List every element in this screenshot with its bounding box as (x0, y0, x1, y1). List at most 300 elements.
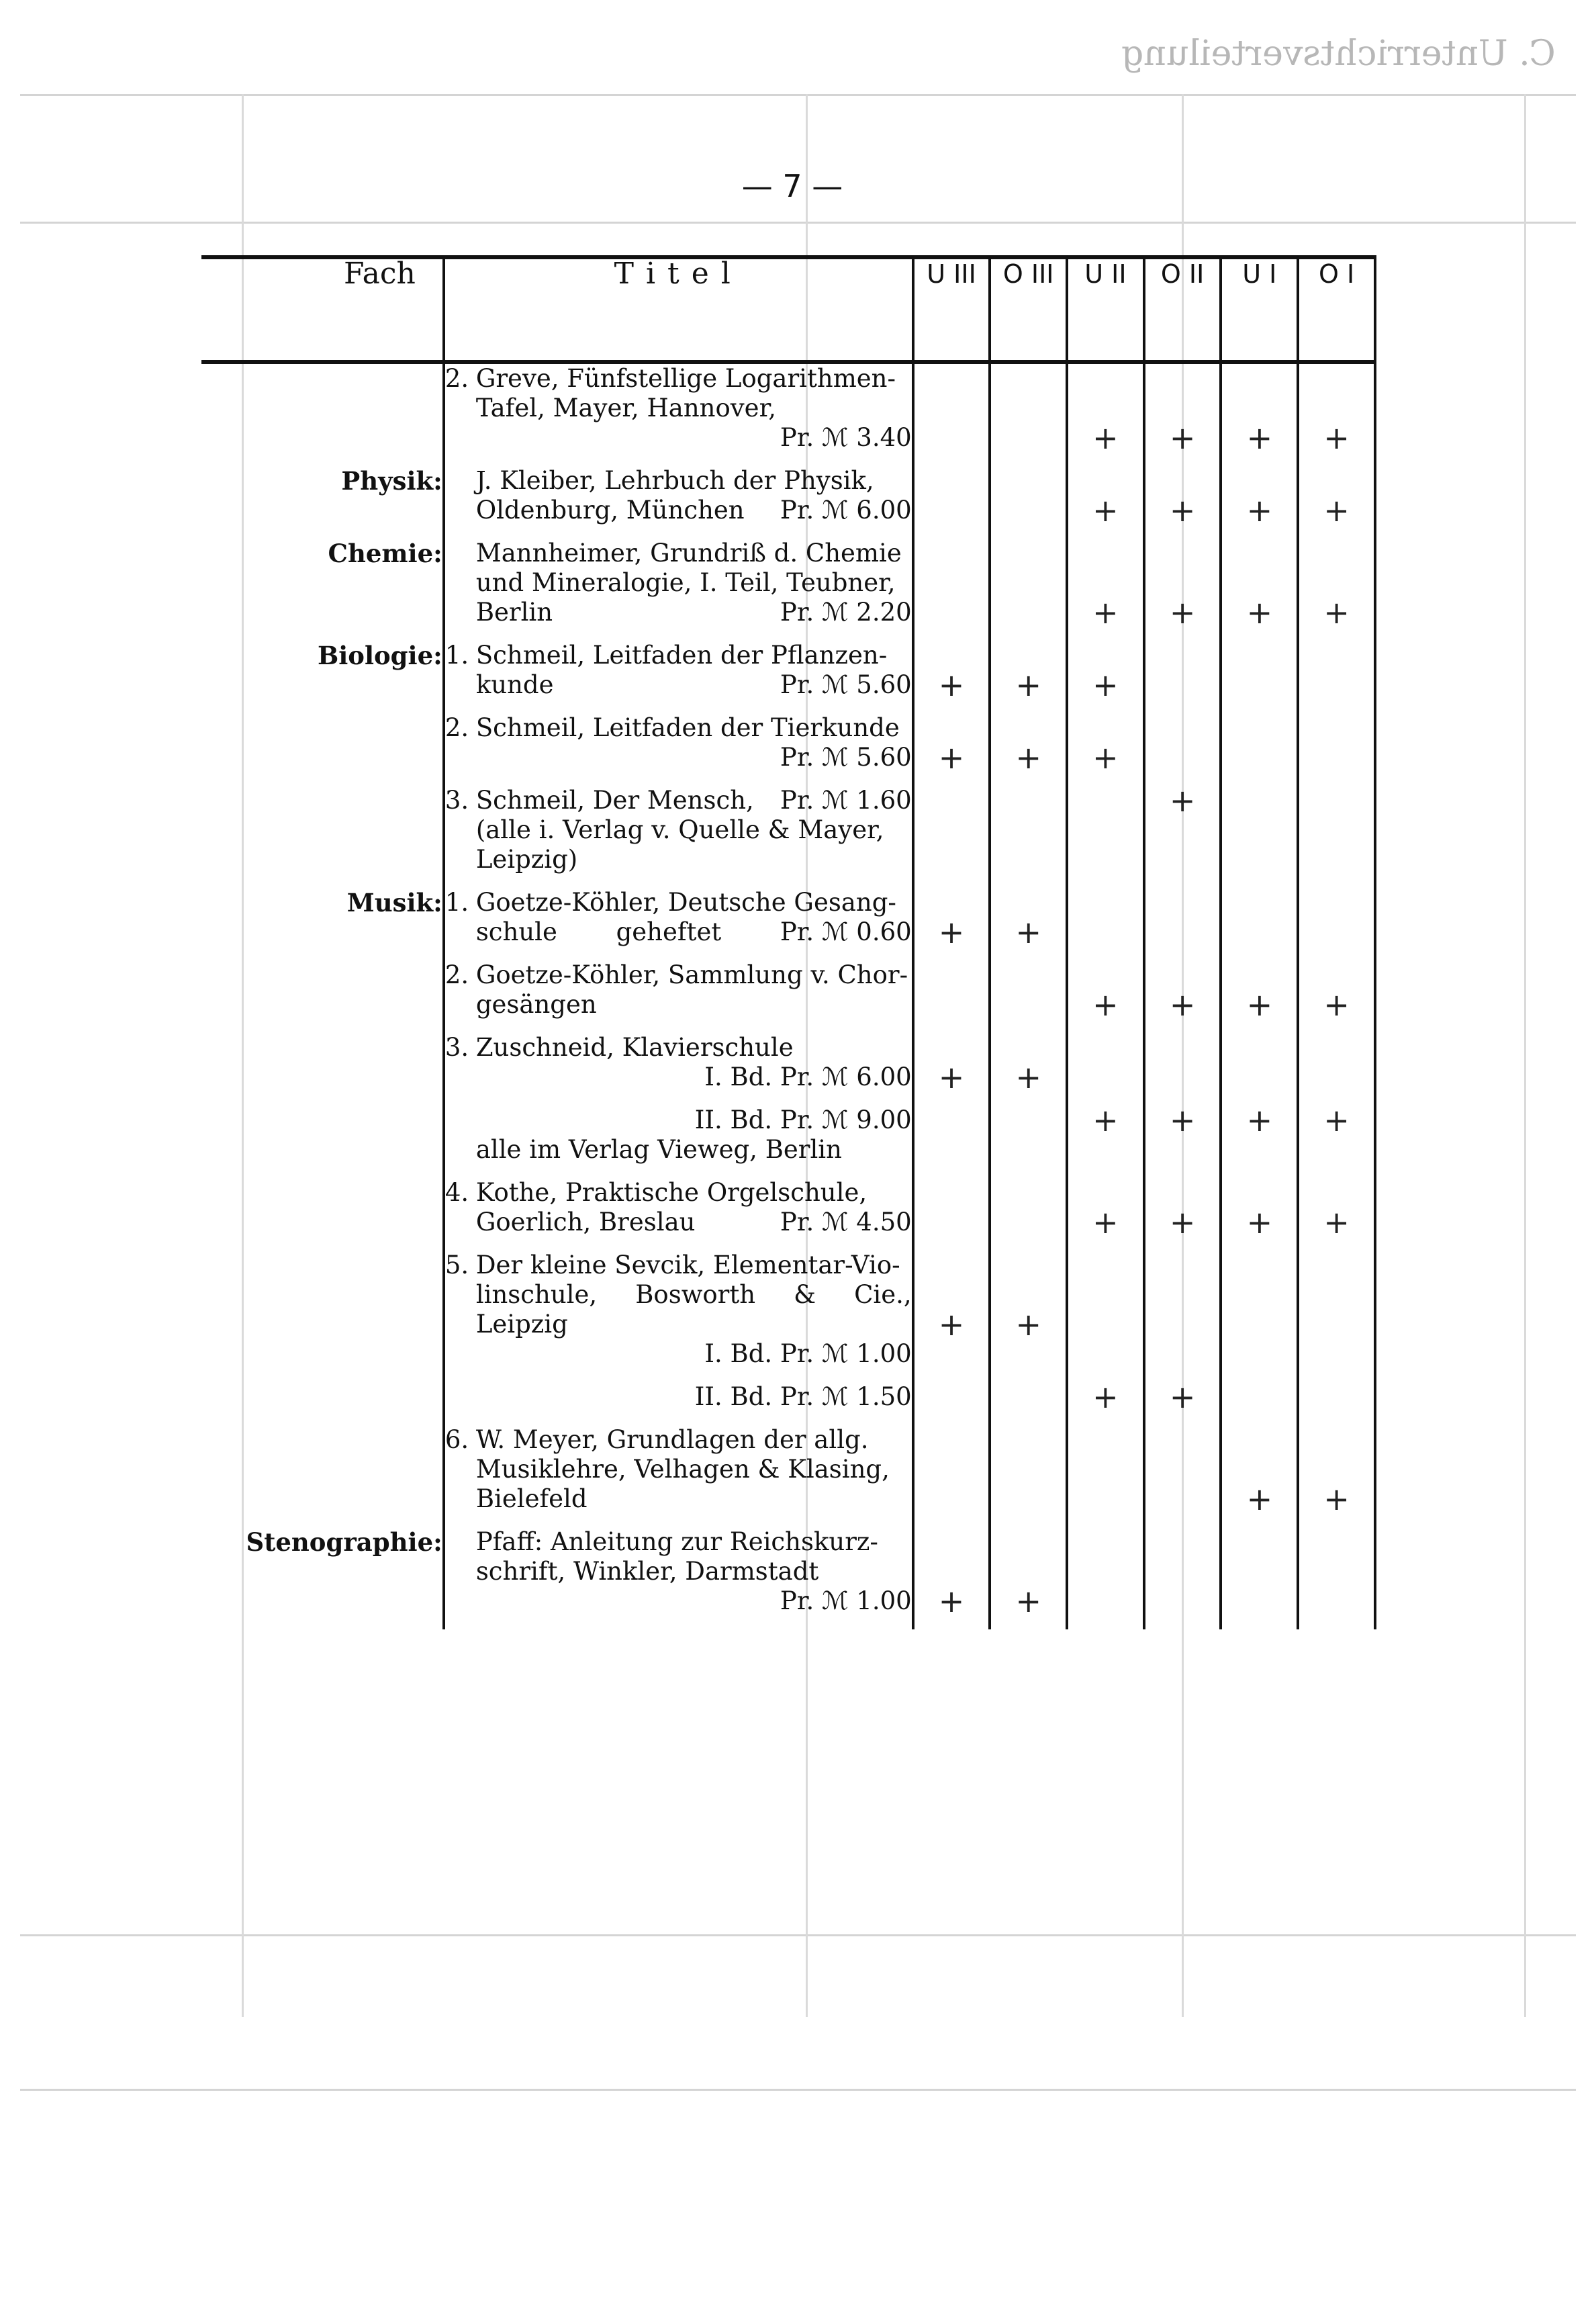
ghost-column-line (1524, 94, 1526, 2017)
empty-slot (1068, 1425, 1143, 1455)
gap-cell (201, 1237, 444, 1251)
title-line (445, 1208, 912, 1237)
entry-text: Goetze-Köhler, Deutsche Gesang- (475, 888, 896, 917)
entry-price: Pr. ℳ 1.00 (780, 1586, 912, 1615)
empty-slot (1222, 815, 1297, 845)
entry-number (445, 1557, 476, 1586)
class-mark-cell (1067, 1102, 1144, 1165)
title-line (445, 888, 912, 917)
empty-slot (991, 466, 1066, 496)
class-mark-cell (1144, 1178, 1221, 1241)
empty-slot (1068, 1455, 1143, 1484)
title-line (445, 364, 912, 394)
plus-mark: + (938, 667, 965, 703)
empty-slot (1222, 743, 1297, 772)
empty-slot (1299, 960, 1374, 990)
title-line (445, 815, 912, 845)
row-gap (201, 1165, 1375, 1178)
empty-slot (991, 1135, 1066, 1165)
empty-slot (1299, 670, 1374, 700)
plus-mark: + (1169, 987, 1196, 1023)
title-line (445, 568, 912, 598)
class-mark-cell (913, 1425, 990, 1514)
empty-slot (914, 1557, 989, 1586)
empty-slot (914, 496, 989, 525)
class-mark-cell (913, 713, 990, 776)
empty-slot (1068, 1586, 1143, 1616)
plus-mark: + (938, 1583, 965, 1619)
class-mark-cell (1221, 641, 1298, 700)
empty-slot (1145, 1586, 1220, 1616)
empty-slot (1068, 1557, 1143, 1586)
empty-slot (1299, 641, 1374, 670)
class-mark-cell (1221, 1102, 1298, 1165)
row-gap (201, 627, 1375, 641)
empty-slot (991, 1208, 1066, 1237)
plus-mark: + (1092, 594, 1119, 631)
empty-slot (1145, 1280, 1220, 1310)
entry-number (445, 1208, 476, 1237)
row-gap (201, 1020, 1375, 1033)
empty-slot (914, 960, 989, 990)
empty-slot (1145, 1135, 1220, 1165)
empty-slot (1145, 1484, 1220, 1514)
header-class: U I (1221, 257, 1298, 362)
gap-cell (201, 1616, 444, 1629)
class-mark-cell (1144, 466, 1221, 529)
subject-cell: Biologie: (201, 641, 444, 700)
gap-cell (201, 1369, 444, 1382)
empty-slot (1222, 1310, 1297, 1339)
empty-slot (1068, 1135, 1143, 1165)
row-gap (201, 453, 1375, 466)
title-line (445, 1339, 912, 1369)
class-mark-cell (1298, 466, 1375, 529)
class-mark-cell (1298, 1033, 1375, 1092)
title-line (445, 598, 912, 627)
empty-slot (1299, 1557, 1374, 1586)
class-mark-cell (1298, 1178, 1375, 1241)
class-mark-cell (1144, 362, 1221, 456)
class-mark-cell (1221, 713, 1298, 772)
class-mark-cell (1144, 1033, 1221, 1092)
class-mark-cell (913, 960, 990, 1020)
entry-number (445, 743, 476, 772)
empty-slot (1222, 1135, 1297, 1165)
entry-text (476, 1208, 912, 1237)
header-class: O II (1144, 257, 1221, 362)
table-row (201, 539, 1375, 627)
entry-number: 1. (444, 641, 469, 670)
class-mark-cell (1144, 641, 1221, 700)
class-mark-cell (1298, 1102, 1375, 1165)
header-class: O I (1298, 257, 1375, 362)
empty-slot (1145, 1557, 1220, 1586)
empty-slot (991, 1106, 1066, 1135)
plus-mark: + (1169, 1204, 1196, 1241)
title-line (445, 845, 912, 874)
class-mark-cell (1144, 1425, 1221, 1514)
class-mark-cell (1144, 888, 1221, 947)
header-class: U III (913, 257, 990, 362)
header-titel: Titel (444, 257, 913, 362)
plus-mark: + (1246, 1481, 1273, 1517)
class-mark-cell (1298, 1425, 1375, 1517)
empty-slot (991, 845, 1066, 874)
empty-slot (1222, 539, 1297, 568)
title-cell (444, 1106, 913, 1165)
table-row (201, 1382, 1375, 1412)
gap-cell (201, 1092, 444, 1106)
empty-slot (1068, 786, 1143, 815)
title-line (445, 466, 912, 496)
entry-text: Zuschneid, Klavierschule (475, 1033, 794, 1062)
plus-mark: + (1015, 667, 1041, 703)
entry-text (476, 1106, 912, 1135)
empty-slot (1145, 394, 1220, 423)
title-line (445, 786, 912, 815)
class-mark-cell (1067, 960, 1144, 1023)
row-gap (201, 772, 1375, 786)
empty-slot (914, 713, 989, 743)
empty-slot (1222, 1425, 1297, 1455)
empty-slot (1299, 1033, 1374, 1063)
class-mark-cell (990, 1178, 1067, 1237)
entry-number (445, 1455, 476, 1484)
empty-slot (1145, 1033, 1220, 1063)
entry-text: schrift, Winkler, Darmstadt (475, 1557, 819, 1586)
empty-slot (991, 1280, 1066, 1310)
plus-mark: + (938, 1306, 965, 1343)
entry-title-text: schule (475, 917, 557, 946)
class-mark-cell (1067, 466, 1144, 529)
gap-cell (444, 874, 913, 888)
subject-cell (201, 362, 444, 453)
entry-text: Schmeil, Leitfaden der Tierkunde (475, 713, 900, 742)
row-gap (201, 1237, 1375, 1251)
class-mark-cell (1067, 1178, 1144, 1241)
empty-slot (1222, 960, 1297, 990)
entry-number (445, 568, 476, 598)
empty-slot (1145, 917, 1220, 947)
class-mark-cell (1298, 641, 1375, 700)
row-gap (201, 1412, 1375, 1425)
plus-mark: + (1169, 1379, 1196, 1415)
plus-mark: + (1246, 1102, 1273, 1138)
empty-slot (914, 1106, 989, 1135)
plus-mark: + (1323, 492, 1350, 529)
entry-text (476, 786, 912, 815)
empty-slot (1222, 1251, 1297, 1280)
title-cell (444, 539, 913, 627)
empty-slot (1222, 1527, 1297, 1557)
empty-slot (1145, 1310, 1220, 1339)
gap-cell (444, 1020, 913, 1033)
empty-slot (1145, 1527, 1220, 1557)
entry-text: J. Kleiber, Lehrbuch der Physik, (475, 466, 874, 495)
table-row (201, 1425, 1375, 1514)
entry-title-text: Oldenburg, München (475, 496, 745, 525)
gap-cell (444, 525, 913, 539)
gap-cell (444, 700, 913, 713)
empty-slot (914, 423, 989, 453)
plus-mark: + (1092, 987, 1119, 1023)
title-line (445, 670, 912, 700)
entry-text (476, 743, 912, 772)
class-mark-cell (1067, 888, 1144, 947)
class-mark-cell (913, 539, 990, 627)
class-mark-cell (1221, 466, 1298, 529)
table-row (201, 888, 1375, 947)
title-line (445, 990, 912, 1020)
empty-slot (914, 466, 989, 496)
empty-slot (1299, 1425, 1374, 1455)
entry-number (445, 1280, 476, 1339)
class-mark-cell (913, 466, 990, 525)
entry-text (476, 598, 912, 627)
class-mark-cell (1298, 960, 1375, 1023)
table-row (201, 466, 1375, 525)
book-list-table (201, 255, 1376, 1629)
empty-slot (1222, 1586, 1297, 1616)
plus-mark: + (1015, 739, 1041, 776)
empty-slot (914, 888, 989, 917)
empty-slot (991, 1527, 1066, 1557)
entry-number (445, 1382, 476, 1412)
empty-slot (1068, 364, 1143, 394)
plus-mark: + (1169, 420, 1196, 456)
gap-cell (444, 1514, 913, 1527)
entry-number (445, 670, 476, 700)
empty-slot (991, 713, 1066, 743)
empty-slot (1299, 1382, 1374, 1412)
entry-text: Kothe, Praktische Orgelschule, (475, 1178, 867, 1207)
page-number: — 7 — (741, 168, 843, 204)
entry-number (445, 539, 476, 568)
empty-slot (914, 1484, 989, 1514)
class-mark-cell (913, 1033, 990, 1095)
entry-price: Pr. ℳ 5.60 (780, 670, 912, 699)
table-row (201, 960, 1375, 1020)
empty-slot (1222, 1280, 1297, 1310)
entry-number (445, 1586, 476, 1616)
plus-mark: + (938, 739, 965, 776)
row-gap (201, 1092, 1375, 1106)
class-mark-cell (990, 1527, 1067, 1619)
table-row (201, 1178, 1375, 1237)
empty-slot (1068, 1527, 1143, 1557)
empty-slot (1068, 1063, 1143, 1092)
title-cell (444, 1425, 913, 1514)
class-mark-cell (1221, 1425, 1298, 1517)
gap-cell (444, 1092, 913, 1106)
entry-text: gesängen (475, 990, 597, 1019)
class-mark-cell (1144, 1251, 1221, 1369)
ghost-heading: C. Unterrichtsverteilung (1121, 34, 1556, 74)
empty-slot (914, 364, 989, 394)
empty-slot (1068, 960, 1143, 990)
empty-slot (1222, 888, 1297, 917)
class-mark-cell (1067, 786, 1144, 874)
empty-slot (1299, 888, 1374, 917)
class-mark-cell (1067, 1527, 1144, 1616)
class-mark-cell (913, 888, 990, 950)
empty-slot (1068, 845, 1143, 874)
entry-number (445, 1527, 476, 1557)
gap-cell (444, 1165, 913, 1178)
empty-slot (1299, 1527, 1374, 1557)
header-fach: Fach (201, 257, 444, 362)
gap-cell (444, 1412, 913, 1425)
entry-number (445, 1339, 476, 1369)
title-line (445, 1586, 912, 1616)
empty-slot (1145, 670, 1220, 700)
empty-slot (1145, 1178, 1220, 1208)
empty-slot (914, 1033, 989, 1063)
empty-slot (914, 786, 989, 815)
subject-cell (201, 960, 444, 1020)
title-cell (444, 786, 913, 874)
class-mark-cell (990, 539, 1067, 627)
entry-text: Pfaff: Anleitung zur Reichskurz- (475, 1527, 878, 1556)
empty-slot (1068, 1178, 1143, 1208)
empty-slot (1222, 641, 1297, 670)
gap-cell (201, 1412, 444, 1425)
row-gap (201, 1514, 1375, 1527)
empty-slot (1222, 1178, 1297, 1208)
empty-slot (1222, 394, 1297, 423)
empty-slot (1145, 888, 1220, 917)
empty-slot (1145, 1425, 1220, 1455)
empty-slot (991, 990, 1066, 1020)
empty-slot (1299, 1178, 1374, 1208)
title-line (445, 1527, 912, 1557)
entry-number: 5. (444, 1251, 469, 1279)
entry-price: II. Bd. Pr. ℳ 1.50 (694, 1382, 912, 1411)
class-mark-cell (990, 1382, 1067, 1412)
row-gap (201, 1369, 1375, 1382)
empty-slot (1145, 1251, 1220, 1280)
class-mark-cell (1221, 1033, 1298, 1092)
class-mark-cell (1298, 539, 1375, 631)
entry-number: 6. (444, 1425, 469, 1454)
class-mark-cell (1298, 1382, 1375, 1412)
empty-slot (991, 1382, 1066, 1412)
class-mark-cell (1067, 1379, 1144, 1415)
class-mark-cell (913, 1251, 990, 1369)
title-line (445, 743, 912, 772)
empty-slot (991, 539, 1066, 568)
class-mark-cell (1298, 713, 1375, 772)
empty-slot (991, 960, 1066, 990)
empty-slot (914, 1280, 989, 1310)
empty-slot (1068, 917, 1143, 947)
empty-slot (1145, 845, 1220, 874)
plus-mark: + (1015, 1306, 1041, 1343)
empty-slot (1068, 815, 1143, 845)
class-mark-cell (1298, 888, 1375, 947)
gap-cell (201, 700, 444, 713)
class-mark-cell (1067, 713, 1144, 776)
title-cell (444, 1251, 913, 1369)
class-mark-cell (1221, 539, 1298, 631)
entry-price: Pr. ℳ 0.60 (780, 917, 912, 946)
entry-number (445, 1135, 476, 1165)
class-mark-cell (990, 466, 1067, 525)
gap-cell (201, 1020, 444, 1033)
entry-price: Pr. ℳ 2.20 (780, 598, 912, 627)
class-mark-cell (1221, 1527, 1298, 1616)
title-line (445, 1425, 912, 1455)
plus-mark: + (1092, 739, 1119, 776)
empty-slot (1299, 1251, 1374, 1280)
class-mark-cell (1144, 1102, 1221, 1165)
plus-mark: + (1323, 1102, 1350, 1138)
empty-slot (914, 1455, 989, 1484)
ghost-rule (20, 222, 1576, 224)
entry-number (445, 466, 476, 496)
gap-cell (444, 772, 913, 786)
entry-price: I. Bd. Pr. ℳ 6.00 (704, 1063, 912, 1091)
entry-text: Leipzig) (475, 845, 578, 874)
empty-slot (1145, 539, 1220, 568)
empty-slot (991, 1557, 1066, 1586)
table-row (201, 713, 1375, 772)
entry-number (445, 917, 476, 947)
subject-cell (201, 713, 444, 772)
plus-mark: + (1246, 1204, 1273, 1241)
title-cell (444, 1033, 913, 1092)
entry-binding: geheftet (616, 917, 722, 946)
empty-slot (1222, 364, 1297, 394)
empty-slot (914, 598, 989, 627)
entry-text: Mannheimer, Grundriß d. Chemie (475, 539, 902, 568)
table-row (201, 362, 1375, 453)
empty-slot (1145, 568, 1220, 598)
empty-slot (1145, 960, 1220, 990)
empty-slot (1222, 1063, 1297, 1092)
gap-cell (201, 1165, 444, 1178)
entry-number: 2. (444, 960, 469, 989)
title-line (445, 1280, 912, 1339)
plus-mark: + (1092, 667, 1119, 703)
title-cell (444, 960, 913, 1020)
ghost-rule (20, 2089, 1576, 2091)
empty-slot (914, 990, 989, 1020)
class-mark-cell (1221, 786, 1298, 874)
empty-slot (1299, 1586, 1374, 1616)
empty-slot (991, 496, 1066, 525)
gap-cell (201, 772, 444, 786)
title-line (445, 394, 912, 423)
table-row (201, 1106, 1375, 1165)
empty-slot (1068, 1280, 1143, 1310)
entry-text: (alle i. Verlag v. Quelle & Mayer, (475, 815, 884, 844)
class-mark-cell (990, 1251, 1067, 1369)
empty-slot (914, 568, 989, 598)
empty-slot (1299, 568, 1374, 598)
gap-cell (444, 1369, 913, 1382)
class-mark-cell (990, 1425, 1067, 1514)
plus-mark: + (1246, 420, 1273, 456)
empty-slot (1222, 670, 1297, 700)
class-mark-cell (913, 362, 990, 453)
empty-slot (1299, 539, 1374, 568)
empty-slot (1068, 1310, 1143, 1339)
gap-cell (444, 1616, 913, 1629)
row-gap (201, 1616, 1375, 1629)
empty-slot (1145, 1063, 1220, 1092)
